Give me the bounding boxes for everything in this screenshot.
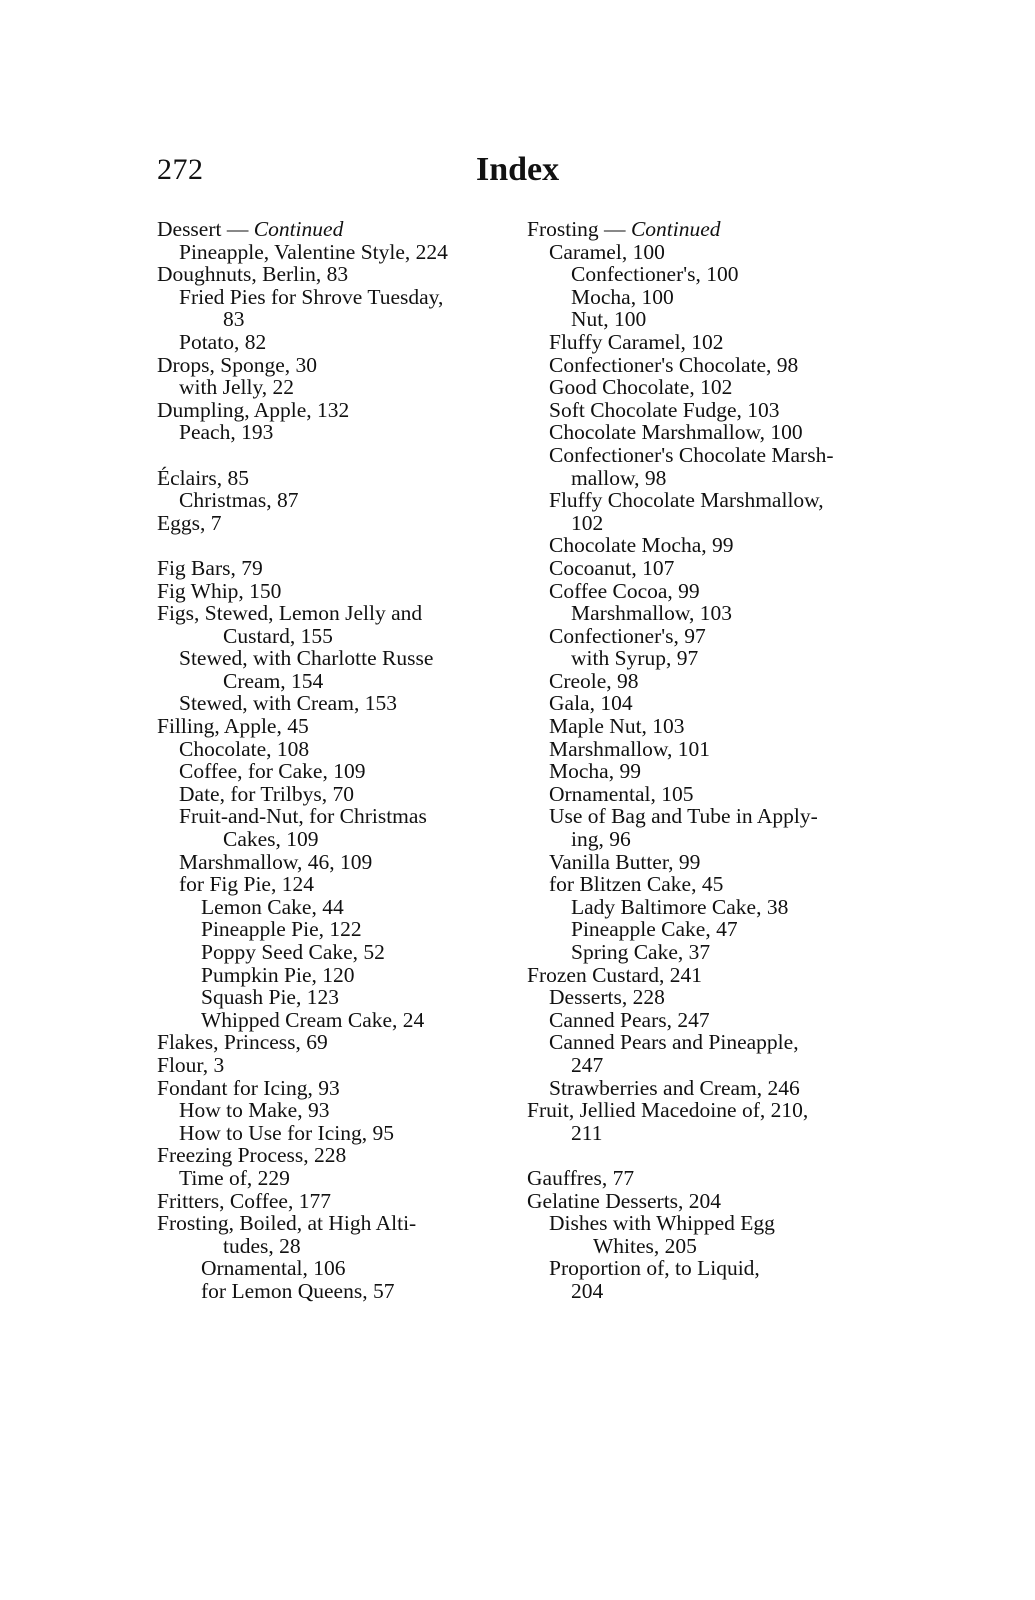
index-entry: Squash Pie, 123 bbox=[201, 985, 339, 1010]
index-entry: Drops, Sponge, 30 bbox=[157, 352, 318, 377]
index-entry: Fried Pies for Shrove Tuesday, bbox=[179, 284, 444, 309]
index-entry: Whipped Cream Cake, 24 bbox=[201, 1007, 425, 1032]
index-entry: Peach, 193 bbox=[179, 420, 274, 445]
index-entry: Pineapple Pie, 122 bbox=[201, 917, 362, 942]
index-entry: Canned Pears, 247 bbox=[549, 1007, 710, 1032]
index-entry-continuation: 211 bbox=[571, 1120, 603, 1145]
index-entry: for Lemon Queens, 57 bbox=[201, 1278, 395, 1303]
left-index-column bbox=[157, 218, 507, 1303]
index-entry: Chocolate Marshmallow, 100 bbox=[549, 420, 803, 445]
index-entry-continuation: tudes, 28 bbox=[223, 1233, 301, 1258]
index-entry-continuation: 83 bbox=[223, 307, 245, 332]
index-entry: Proportion of, to Liquid, bbox=[549, 1256, 760, 1281]
index-entry: Fruit-and-Nut, for Christmas bbox=[179, 804, 427, 829]
index-entry: Marshmallow, 46, 109 bbox=[179, 849, 373, 874]
index-entry: Freezing Process, 228 bbox=[157, 1143, 347, 1168]
index-entry: Creole, 98 bbox=[549, 668, 639, 693]
index-entry: Fruit, Jellied Macedoine of, 210, bbox=[527, 1098, 809, 1123]
index-entry: Flour, 3 bbox=[157, 1052, 225, 1077]
index-entry: Fritters, Coffee, 177 bbox=[157, 1188, 331, 1213]
index-entry: Dumpling, Apple, 132 bbox=[157, 397, 350, 422]
index-entry: Time of, 229 bbox=[179, 1165, 290, 1190]
index-entry: Confectioner's, 100 bbox=[571, 262, 739, 287]
index-entry: Marshmallow, 103 bbox=[571, 601, 733, 626]
index-entry: Nut, 100 bbox=[571, 307, 647, 332]
index-entry: Figs, Stewed, Lemon Jelly and bbox=[157, 601, 423, 626]
section-gap bbox=[527, 1144, 877, 1167]
index-entry-continuation: 247 bbox=[571, 1052, 604, 1077]
index-entry: Mocha, 100 bbox=[571, 284, 674, 309]
index-heading: Dessert — Continued bbox=[157, 217, 344, 241]
index-entry: Good Chocolate, 102 bbox=[549, 375, 733, 400]
index-entry: Coffee Cocoa, 99 bbox=[549, 578, 700, 603]
index-entry: Fig Bars, 79 bbox=[157, 555, 263, 580]
index-entry: Coffee, for Cake, 109 bbox=[179, 759, 366, 784]
index-entry: Ornamental, 105 bbox=[549, 781, 694, 806]
index-entry: How to Use for Icing, 95 bbox=[179, 1120, 394, 1145]
index-entry: Fondant for Icing, 93 bbox=[157, 1075, 340, 1100]
index-entry-continuation: 204 bbox=[571, 1278, 604, 1303]
index-entry: Confectioner's Chocolate, 98 bbox=[549, 352, 799, 377]
index-entry: Chocolate, 108 bbox=[179, 736, 310, 761]
index-entry: Date, for Trilbys, 70 bbox=[179, 781, 354, 806]
index-entry: Lady Baltimore Cake, 38 bbox=[571, 894, 789, 919]
index-entry-continuation: Custard, 155 bbox=[223, 623, 333, 648]
index-entry: for Blitzen Cake, 45 bbox=[549, 872, 724, 897]
index-entry: Frosting, Boiled, at High Alti- bbox=[157, 1211, 417, 1236]
index-entry-continuation: mallow, 98 bbox=[571, 465, 667, 490]
index-entry: Marshmallow, 101 bbox=[549, 736, 711, 761]
index-entry: Gauffres, 77 bbox=[527, 1165, 635, 1190]
index-entry: Fig Whip, 150 bbox=[157, 578, 282, 603]
page-number: 272 bbox=[157, 153, 204, 186]
index-entry: Eggs, 7 bbox=[157, 510, 222, 535]
index-entry: Filling, Apple, 45 bbox=[157, 714, 309, 739]
index-entry: Canned Pears and Pineapple, bbox=[549, 1030, 799, 1055]
index-entry: Dishes with Whipped Egg bbox=[549, 1211, 775, 1236]
index-heading: Frosting — Continued bbox=[527, 217, 721, 241]
page-title: Index bbox=[476, 151, 560, 188]
index-entry-continuation: Cream, 154 bbox=[223, 668, 324, 693]
index-entry: Pineapple, Valentine Style, 224 bbox=[179, 239, 448, 264]
index-entry: Confectioner's Chocolate Marsh- bbox=[549, 442, 834, 467]
index-entry-continuation: Whites, 205 bbox=[593, 1233, 697, 1258]
index-entry: Gelatine Desserts, 204 bbox=[527, 1188, 722, 1213]
index-entry: Stewed, with Cream, 153 bbox=[179, 691, 397, 716]
index-entry: Poppy Seed Cake, 52 bbox=[201, 940, 385, 964]
index-entry: Christmas, 87 bbox=[179, 488, 299, 513]
section-gap bbox=[157, 444, 507, 467]
index-entry: with Jelly, 22 bbox=[179, 375, 295, 400]
index-entry: Use of Bag and Tube in Apply- bbox=[549, 804, 818, 829]
index-entry: Ornamental, 106 bbox=[201, 1256, 346, 1281]
index-entry: Gala, 104 bbox=[549, 691, 633, 716]
right-index-column bbox=[527, 218, 877, 1303]
index-entry: Vanilla Butter, 99 bbox=[549, 849, 701, 874]
index-entry: Mocha, 99 bbox=[549, 759, 641, 784]
index-entry: Fluffy Chocolate Marshmallow, bbox=[549, 488, 824, 513]
index-entry: Éclairs, 85 bbox=[157, 465, 249, 490]
index-entry: Stewed, with Charlotte Russe bbox=[179, 646, 434, 671]
index-entry: Flakes, Princess, 69 bbox=[157, 1030, 328, 1055]
index-entry: Frozen Custard, 241 bbox=[527, 962, 702, 987]
index-entry: Pumpkin Pie, 120 bbox=[201, 962, 355, 987]
index-entry: Soft Chocolate Fudge, 103 bbox=[549, 397, 780, 422]
index-entry: for Fig Pie, 124 bbox=[179, 872, 314, 897]
index-entry: Strawberries and Cream, 246 bbox=[549, 1075, 800, 1100]
index-entry: How to Make, 93 bbox=[179, 1098, 330, 1123]
index-entry: Pineapple Cake, 47 bbox=[571, 917, 738, 942]
index-entry: Cocoanut, 107 bbox=[549, 555, 675, 580]
section-gap bbox=[157, 534, 507, 557]
index-entry: Confectioner's, 97 bbox=[549, 623, 706, 648]
index-entry: Fluffy Caramel, 102 bbox=[549, 329, 724, 354]
index-entry: Potato, 82 bbox=[179, 329, 267, 354]
index-entry-continuation: ing, 96 bbox=[571, 827, 631, 852]
index-entry: Lemon Cake, 44 bbox=[201, 894, 344, 919]
index-entry: Spring Cake, 37 bbox=[571, 940, 711, 964]
index-entry: Chocolate Mocha, 99 bbox=[549, 533, 734, 558]
index-entry-continuation: 102 bbox=[571, 510, 604, 535]
index-entry: Doughnuts, Berlin, 83 bbox=[157, 262, 349, 287]
index-entry: Desserts, 228 bbox=[549, 985, 665, 1010]
index-entry: with Syrup, 97 bbox=[571, 646, 699, 671]
index-entry: Caramel, 100 bbox=[549, 239, 665, 264]
index-entry: Maple Nut, 103 bbox=[549, 714, 685, 739]
index-entry-continuation: Cakes, 109 bbox=[223, 827, 319, 852]
